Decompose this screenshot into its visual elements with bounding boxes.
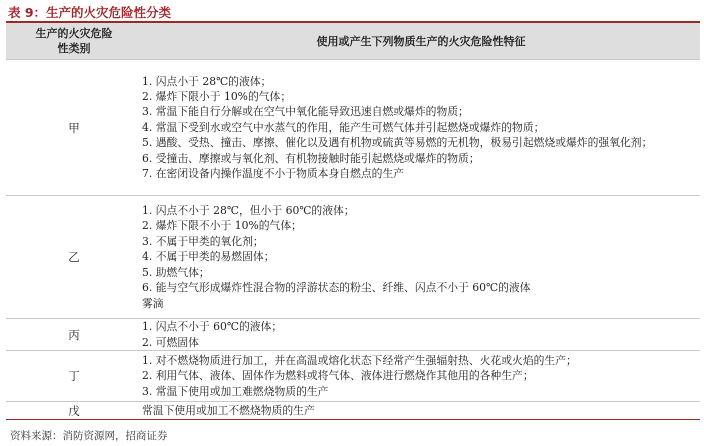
feature-item: 6. 能与空气形成爆炸性混合物的浮游状态的粉尘、纤维、闪点不小于 60℃的液体雾滴 [142,281,531,310]
feature-item: 1. 闪点不小于 60℃的液体； [142,320,283,334]
table-title: 表 9：生产的火灾危险性分类 [8,5,172,20]
feature-item: 3. 常温下使用或加工难燃烧物质的生产 [142,384,329,398]
feature-item: 1. 闪点小于 28℃的液体； [142,74,272,88]
header-category [6,23,142,60]
feature-item: 2. 利用气体、液体、固体作为燃料或将气体、液体进行燃烧作其他用的各种生产； [142,369,534,383]
source-note: 资料来源：消防资源网，招商证券 [10,430,168,442]
category-cell: 甲 [6,60,142,196]
feature-item: 4. 常温下受到水或空气中水蒸气的作用，能产生可燃气体并引起燃烧或爆炸的物质； [142,120,545,134]
features-cell [142,402,700,420]
features-cell [142,196,700,319]
feature-item: 1. 对不燃烧物质进行加工，并在高温或熔化状态下经常产生强辐射热、火花或火焰的生产； [142,353,577,367]
feature-item: 5. 遇酸、受热、撞击、摩擦、催化以及遇有机物或硫黄等易燃的无机物，极易引起燃烧或爆炸的强氧化剂； [142,136,653,150]
category-cell: 丁 [6,351,142,402]
features-cell [142,60,700,196]
feature-item: 2. 爆炸下限小于 10%的气体； [142,89,292,103]
feature-item: 1. 闪点不小于 28℃，但小于 60℃的液体； [142,204,355,218]
feature-item: 7. 在密闭设备内操作温度不小于物质本身自燃点的生产 [142,167,405,181]
feature-item: 3. 不属于甲类的氧化剂； [142,234,264,248]
header-category-label: 生产的火灾危险性类别 [35,27,113,55]
fire-hazard-table [6,23,700,420]
table-row-bing [6,319,700,351]
table-header-row [6,23,700,60]
feature-item: 3. 常温下能自行分解或在空气中氧化能导致迅速自燃或爆炸的物质； [142,105,469,119]
table-row-jia [6,60,700,196]
feature-item: 2. 爆炸下限不小于 10%的气体； [142,219,302,233]
table-row-wu [6,402,700,420]
category-cell: 丙 [6,319,142,351]
feature-item: 5. 助燃气体； [142,265,210,279]
features-cell [142,319,700,351]
category-cell: 乙 [6,196,142,319]
table-row-ding [6,351,700,402]
feature-item: 常温下使用或加工不燃烧物质的生产 [142,403,315,417]
feature-item: 2. 可燃固体 [142,335,199,349]
features-cell [142,351,700,402]
table-row-yi [6,196,700,319]
feature-item: 6. 受撞击、摩擦或与氧化剂、有机物接触时能引起燃烧或爆炸的物质； [142,151,480,165]
header-features: 使用或产生下列物质生产的火灾危险性特征 [142,23,700,60]
feature-item: 4. 不属于甲类的易燃固体； [142,250,275,264]
category-cell: 戊 [6,402,142,420]
